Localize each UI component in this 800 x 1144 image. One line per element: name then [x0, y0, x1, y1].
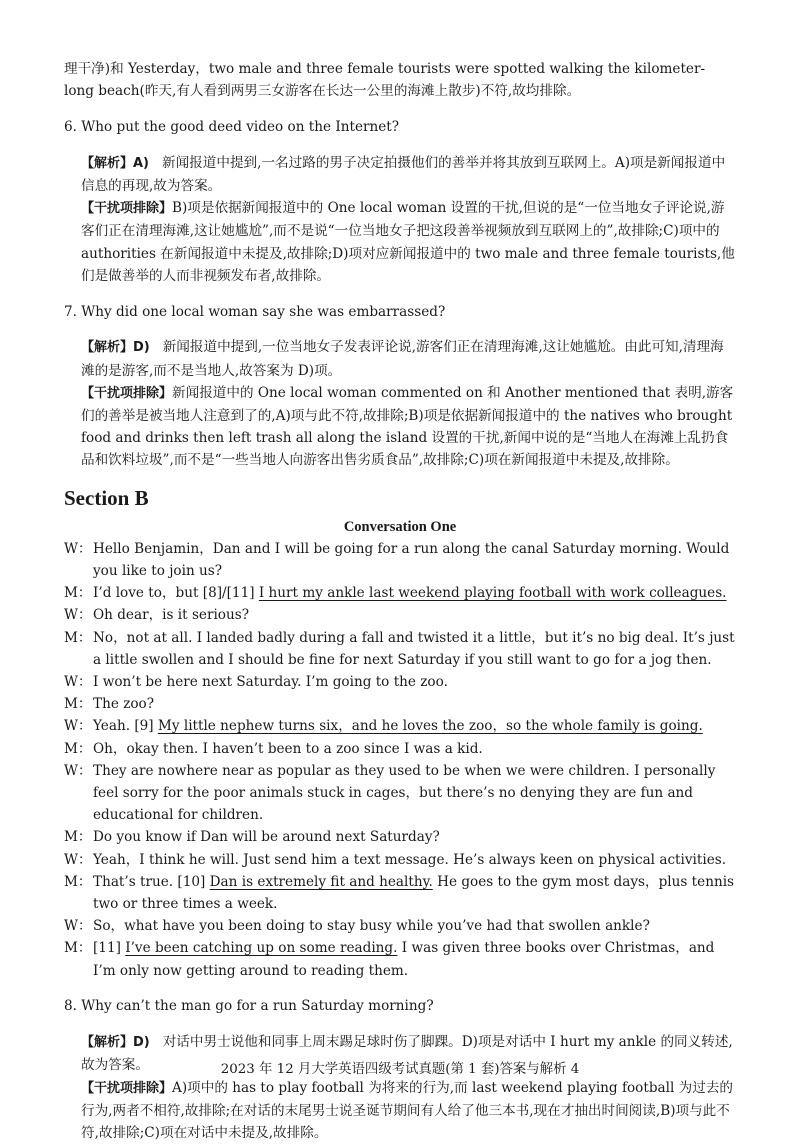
- speaker-label: W：: [64, 918, 92, 935]
- question-6-analysis: [64, 152, 736, 197]
- key-sentence: I hurt my ankle last weekend playing football with work colleagues.: [258, 585, 727, 602]
- line-text: No，not at all. I landed badly during a fall and twisted it a little，but it’s no big deal. It’s just a little swollen and I should be fine for next Saturday if you still want to go for a jog then.: [93, 629, 735, 668]
- line-text: Yeah.: [93, 718, 135, 735]
- question-marker: [8]/[11]: [202, 585, 259, 602]
- distractor-text: B)项是依据新闻报道中的 One local woman 设置的干扰,但说的是“一位当地女子评论说,游客们正在清理海滩,这让她尴尬”,而不是说“一位当地女子把这段善举视频放到互联网上的”,故排除;C)项中的 authorities 在新闻报道中未提及,故排除;D)项对应新闻报道中的 two male and three female tourists,他们是做善举的人而非视频发布者,故排除。: [81, 200, 735, 284]
- speaker-label: M：: [64, 629, 92, 646]
- distractor-tag: 【干扰项排除】: [81, 201, 173, 217]
- speaker-label: W：: [64, 607, 92, 624]
- distractor-tag: 【干扰项排除】: [81, 385, 173, 401]
- question-marker: [10]: [177, 873, 210, 890]
- analysis-text: 新闻报道中提到,一位当地女子发表评论说,游客们正在清理海滩,这让她尴尬。由此可知,清理海滩的是游客,而不是当地人,故答案为 D)项。: [81, 339, 724, 379]
- question-6-distractor: [64, 197, 736, 287]
- speaker-label: W：: [64, 762, 92, 779]
- conversation-one-title: Conversation One: [343, 518, 457, 535]
- question-7-analysis: [64, 336, 736, 381]
- distractor-text: 新闻报道中的 One local woman commented on 和 Another mentioned that 表明,游客们的善举是被当地人注意到了的,A)项与此不符,故排除;B)项是依据新闻报道中的 the natives who brought food and drinks then left trash all along the island 设置的干扰,新闻中说的是“当地人在海滩上乱扔食品和饮料垃圾”,而不是“一些当地人向游客出售劣质食品”,故排除;C)项在新闻报道中未提及,故排除。: [81, 384, 734, 469]
- line-text: I’d love to，but: [93, 585, 203, 602]
- distractor-text: A)项中的 has to play football 为将来的行为,而 last weekend playing football 为过去的行为,两者不相符,故排除;在对话的末尾男士说圣诞节期间有人给了他三本书,现在才抽出时间阅读,B)项与此不符,故排除;C)项在对话中未提及,故排除。: [81, 1079, 734, 1142]
- line-text: Hello Benjamin，Dan and I will be going for a run along the canal Saturday morning. Would you like to join us?: [93, 540, 730, 580]
- dialogue-line: [64, 826, 736, 848]
- analysis-text: 对话中男士说他和同事上周末踢足球时伤了脚踝。D)项是对话中 I hurt my ankle 的同义转述,故为答案。: [81, 1034, 733, 1074]
- speaker-label: M：: [64, 940, 92, 957]
- speaker-label: W：: [64, 718, 92, 735]
- line-text-after: I was given three books over Christmas，and I’m only now getting around to reading them.: [93, 940, 715, 979]
- page-footer: 2023 年 12 月大学英语四级考试真题(第 1 套)答案与解析 4: [220, 1062, 580, 1077]
- dialogue-line: [64, 693, 736, 715]
- dialogue-line: [64, 849, 736, 871]
- question-7-block: [64, 301, 736, 472]
- analysis-text: 新闻报道中提到,一名过路的男子决定拍摄他们的善举并将其放到互联网上。A)项是新闻报道中信息的再现,故为答案。: [81, 154, 726, 194]
- line-text: So，what have you been doing to stay busy while you’ve had that swollen ankle?: [93, 918, 650, 935]
- speaker-label: M：: [64, 696, 92, 713]
- dialogue-line: [64, 715, 736, 737]
- question-6-block: [64, 116, 736, 287]
- key-sentence: Dan is extremely fit and healthy.: [209, 873, 433, 890]
- key-sentence: My little nephew turns six，and he loves the zoo，so the whole family is going.: [157, 718, 703, 735]
- section-b-heading: Section B: [64, 485, 149, 510]
- line-text: The zoo?: [93, 696, 155, 713]
- line-text: That’s true.: [93, 873, 178, 890]
- speaker-label: W：: [64, 851, 92, 868]
- speaker-label: M：: [64, 829, 92, 846]
- line-text: Yeah，I think he will. Just send him a text message. He’s always keen on physical activities.: [93, 851, 727, 868]
- dialogue-line: [64, 915, 736, 937]
- question-8-text: 8. Why can’t the man go for a run Saturday morning?: [64, 998, 434, 1015]
- dialogue-line: [64, 937, 736, 981]
- dialogue-line: [64, 738, 736, 760]
- page-body: [64, 58, 736, 1144]
- line-text: They are nowhere near as popular as they used to be when we were children. I personally feel sorry for the poor animals stuck in cages，but there’s no denying they are fun and educational for children.: [93, 762, 716, 824]
- line-text: I won’t be here next Saturday. I’m going to the zoo.: [93, 674, 448, 691]
- dialogue-line: [64, 871, 736, 915]
- analysis-tag: 【解析】D): [81, 340, 150, 356]
- dialogue-line: [64, 627, 736, 671]
- line-text: Do you know if Dan will be around next Saturday?: [93, 829, 440, 846]
- key-sentence: I’ve been catching up on some reading.: [125, 940, 398, 957]
- question-6-text: 6. Who put the good deed video on the Internet?: [64, 119, 400, 135]
- line-text: Oh dear，is it serious?: [93, 607, 250, 624]
- dialogue-line: [64, 760, 736, 827]
- speaker-label: W：: [64, 540, 92, 557]
- line-text: Oh，okay then. I haven’t been to a zoo since I was a kid.: [93, 740, 483, 757]
- question-marker: [11]: [93, 940, 126, 957]
- question-7-text: 7. Why did one local woman say she was embarrassed?: [64, 303, 446, 320]
- dialogue-line: [64, 604, 736, 626]
- dialogue-line: [64, 538, 736, 582]
- question-7-distractor: [64, 382, 736, 472]
- dialogue-line: [64, 671, 736, 693]
- distractor-tag: 【干扰项排除】: [81, 1080, 173, 1096]
- analysis-tag: 【解析】D): [81, 1035, 150, 1051]
- speaker-label: M：: [64, 740, 92, 757]
- dialogue-line: [64, 582, 736, 604]
- speaker-label: W：: [64, 674, 92, 691]
- continued-text-line-1: 理干净)和 Yesterday，two male and three female tourists were spotted walking the kilometer-: [64, 61, 706, 77]
- question-marker: [9]: [134, 718, 158, 735]
- line-text-after: He goes to the gym most days，plus tennis two or three times a week.: [93, 873, 735, 913]
- question-8-distractor: [64, 1077, 736, 1144]
- continued-text-line-2: long beach(昨天,有人看到两男三女游客在长达一公里的海滩上散步)不符,故均排除。: [64, 83, 581, 100]
- dialogue-transcript: [64, 538, 736, 982]
- speaker-label: M：: [64, 585, 92, 602]
- speaker-label: M：: [64, 873, 92, 890]
- analysis-tag: 【解析】A): [81, 155, 150, 171]
